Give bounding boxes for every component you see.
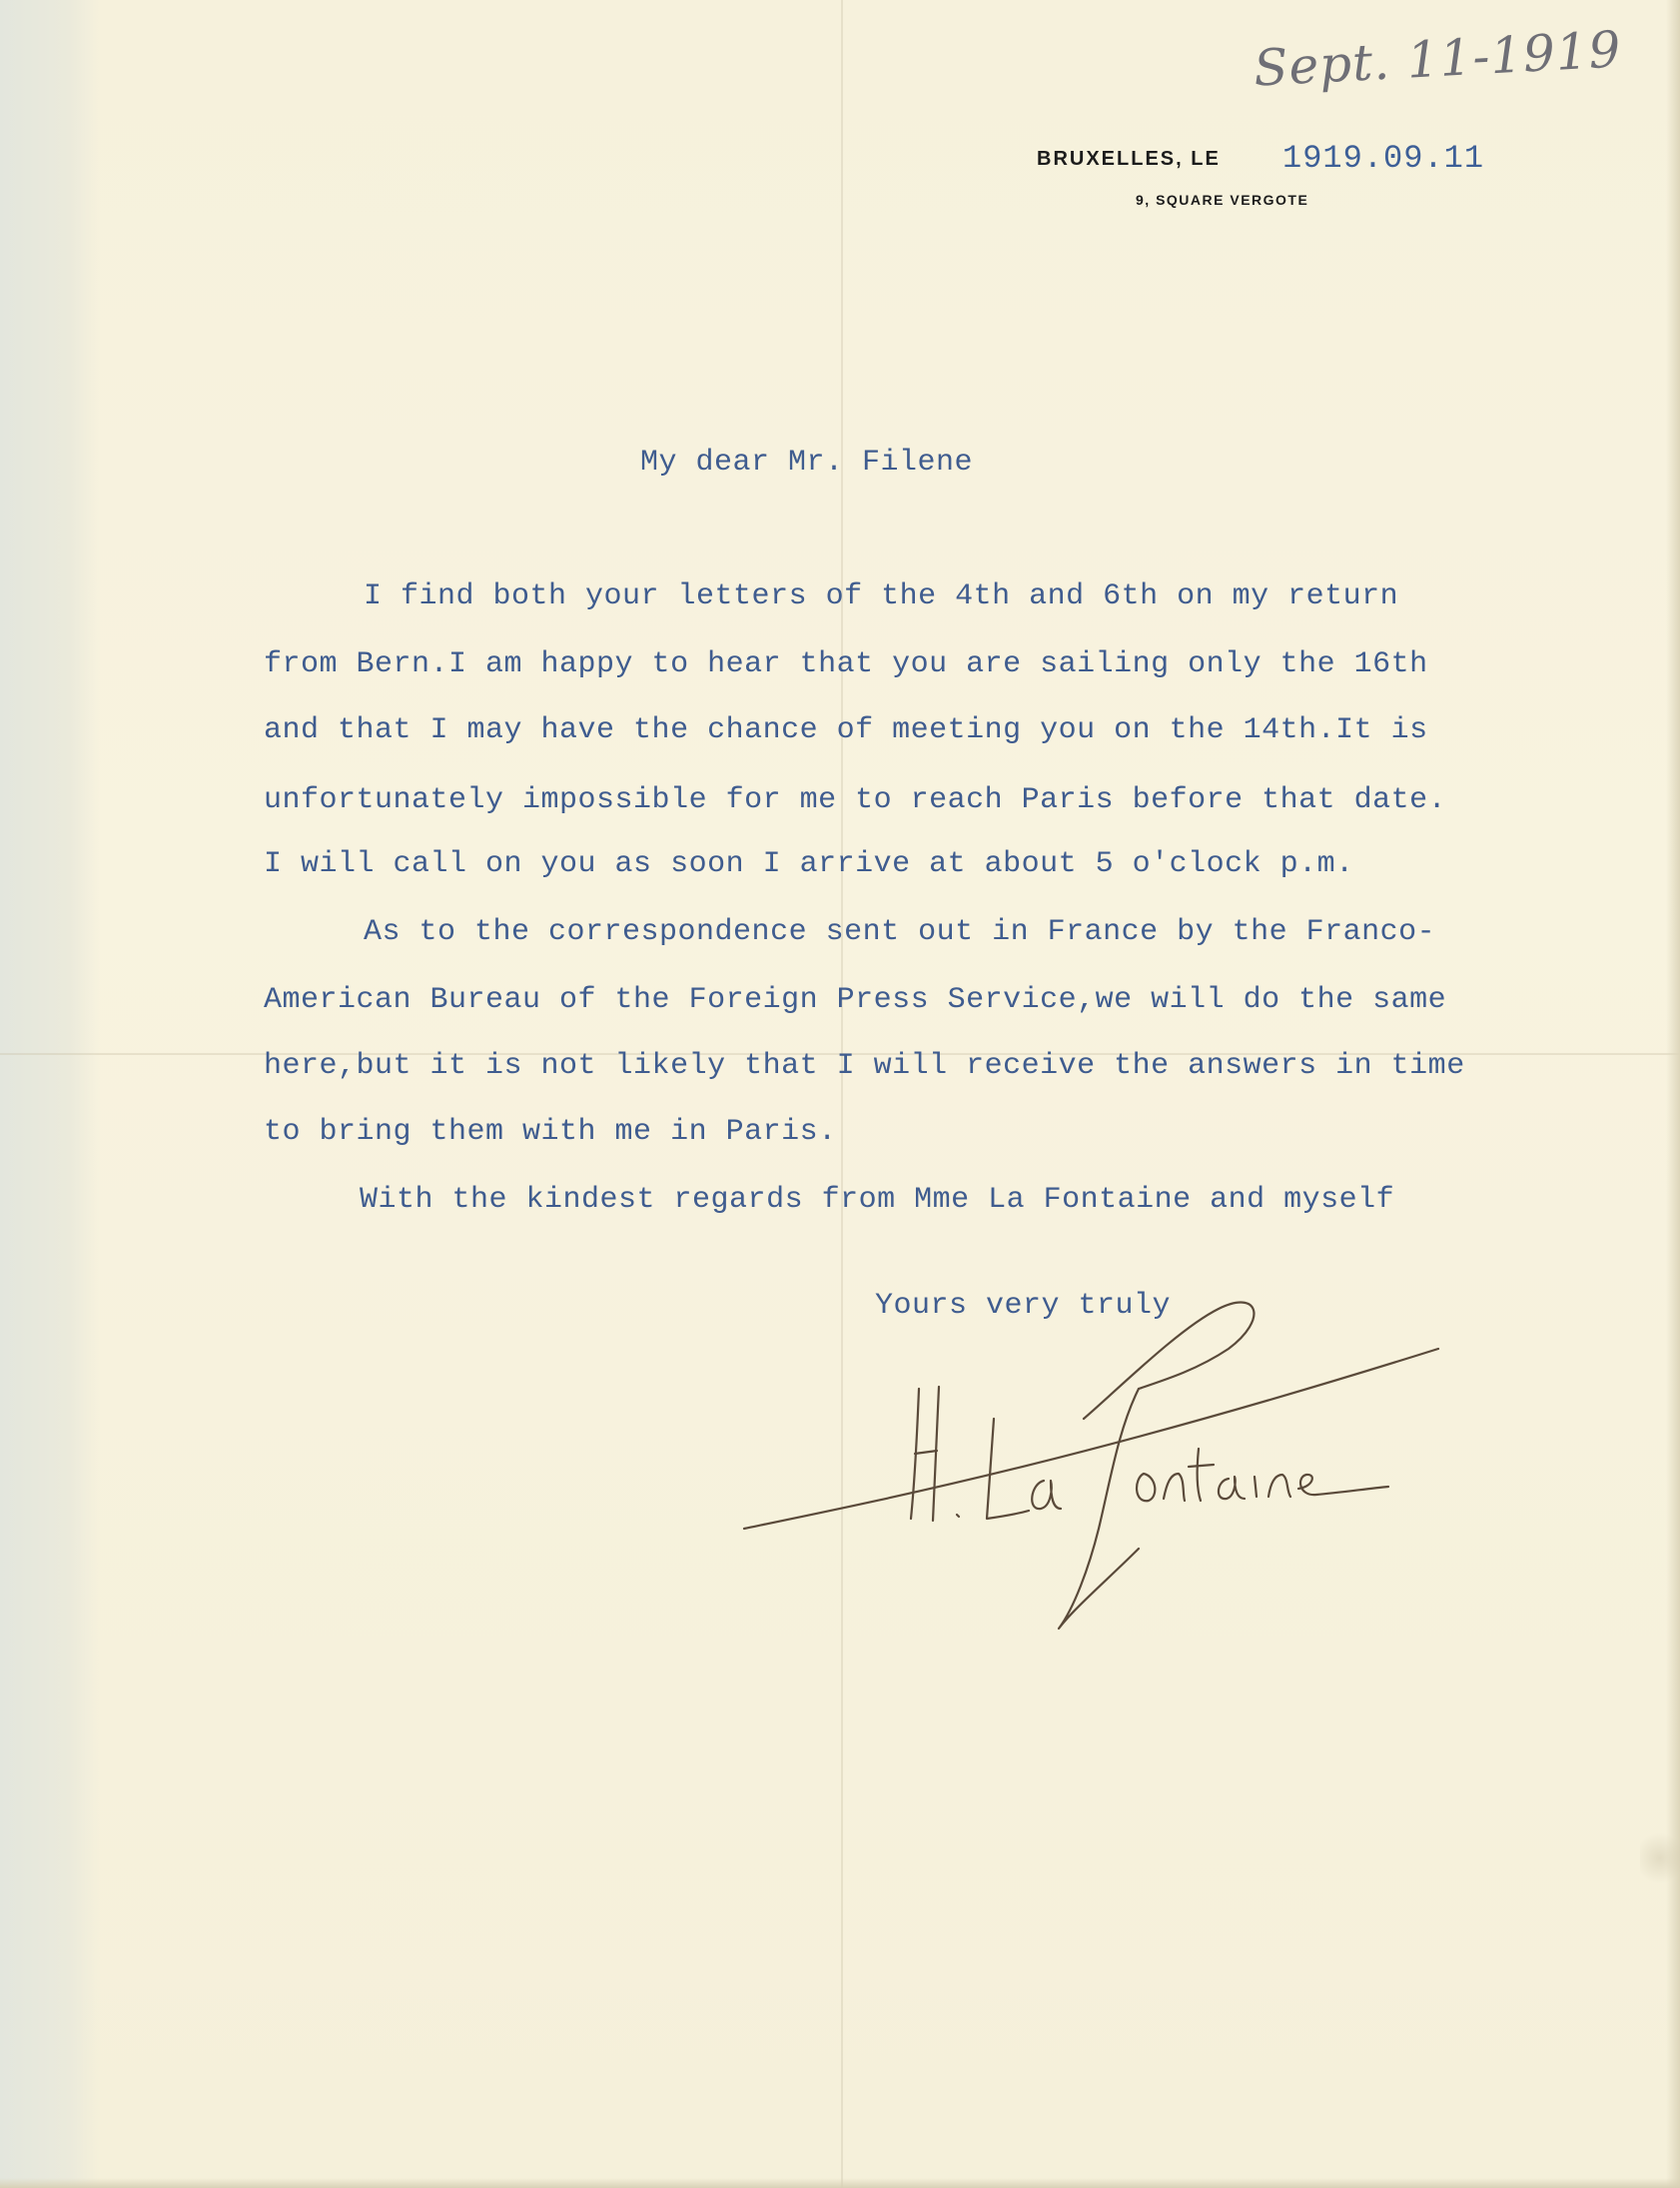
salutation: My dear Mr. Filene	[640, 446, 974, 480]
paper-stain	[1640, 1828, 1680, 1888]
letterhead-date: 1919.09.11	[1282, 140, 1485, 177]
scan-edge-strip	[0, 0, 100, 2188]
handwritten-signature	[739, 1269, 1458, 1648]
body-line: I will call on you as soon I arrive at about 5 o'clock p.m.	[264, 847, 1354, 881]
body-line: unfortunately impossible for me to reach Paris before that date.	[264, 783, 1447, 817]
body-line: and that I may have the chance of meeting you on the 14th.It is	[264, 713, 1428, 747]
closing: Yours very truly	[875, 1289, 1172, 1323]
letterhead-address: 9, SQUARE VERGOTE	[1136, 192, 1309, 208]
body-line: from Bern.I am happy to hear that you are sailing only the 16th	[264, 647, 1428, 681]
body-line: With the kindest regards from Mme La Fontaine and myself	[360, 1183, 1395, 1217]
body-line: I find both your letters of the 4th and 6th on my return	[364, 579, 1399, 613]
paper-edge-bottom	[0, 2178, 1680, 2188]
handwritten-date-annotation: Sept. 11-1919	[1252, 20, 1623, 98]
body-line: to bring them with me in Paris.	[264, 1115, 837, 1149]
vertical-fold-line	[841, 0, 843, 2188]
body-line: American Bureau of the Foreign Press Service,we will do the same	[264, 983, 1447, 1017]
body-line: As to the correspondence sent out in France by the Franco-	[364, 915, 1436, 949]
letterhead-city: BRUXELLES, LE	[1037, 148, 1221, 170]
body-line: here,but it is not likely that I will receive the answers in time	[264, 1049, 1465, 1083]
